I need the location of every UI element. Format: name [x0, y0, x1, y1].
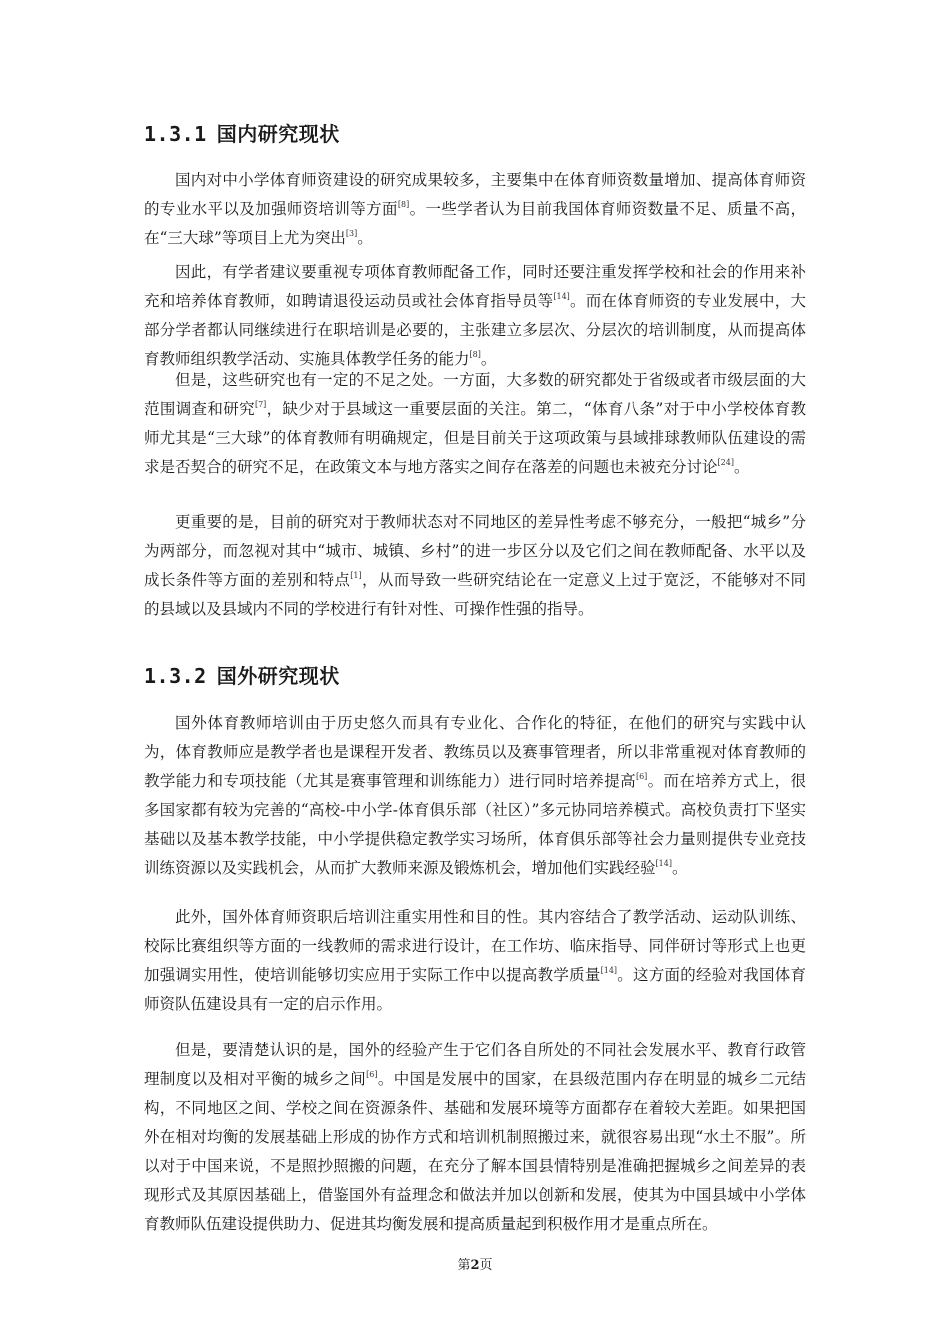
paragraph — [144, 709, 806, 883]
paragraph-text: 。 — [733, 458, 750, 476]
section-title: 国内研究现状 — [216, 122, 340, 146]
paragraph-text: 。而在培养方式上，很多国家都有较为完善的“高校-中小学-体育俱乐部（社区）”多元协同培养模式。高校负责打下坚实基础以及基本教学技能，中小学提供稳定教学实习场所，体育俱乐部等社会力量则提供专业竞技训练资源以及实践机会，从而扩大教师来源及锻炼机会，增加他们实践经验 — [144, 772, 806, 877]
paragraph-text: 因此，有学者建议要重视专项体育教师配备工作，同时还要注重发挥学校和社会的作用来补充和培养体育教师，如聘请退役运动员或社会体育指导员等 — [144, 263, 806, 310]
citation-ref: [8] — [469, 350, 481, 359]
paragraph-text: 。而在体育师资的专业发展中，大部分学者都认同继续进行在职培训是必要的，主张建立多层次、分层次的培训制度，从而提高体育教师组织教学活动、实施具体教学任务的能力 — [144, 292, 806, 368]
citation-ref: [6] — [366, 1070, 378, 1079]
citation-ref: [14] — [553, 292, 570, 301]
paragraph-text: 。 — [480, 350, 497, 368]
paragraph-text: ，缺少对于县域这一重要层面的关注。第二，“体育八条”对于中小学校体育教师尤其是“三大球”的体育教师有明确规定，但是目前关于这项政策与县域排球教师队伍建设的需求是否契合的研究不足，在政策文本与地方落实之间存在落差的问题也未被充分讨论 — [144, 400, 806, 476]
citation-ref: [24] — [717, 458, 734, 467]
citation-ref: [8] — [397, 200, 410, 209]
citation-ref: [7] — [254, 400, 267, 409]
footer-suffix: 页 — [479, 1258, 493, 1273]
section-number: 1.3.2 — [144, 664, 207, 688]
paragraph-text: 但是，要清楚认识的是，国外的经验产生于它们各自所处的不同社会发展水平、教育行政管理制度以及相对平衡的城乡之间 — [144, 1041, 806, 1088]
paragraph — [144, 258, 806, 374]
paragraph-text: 国外体育教师培训由于历史悠久而具有专业化、合作化的特征，在他们的研究与实践中认为，体育教师应是教学者也是课程开发者、教练员以及赛事管理者，所以非常重视对体育教师的教学能力和专项技能（尤其是赛事管理和训练能力）进行同时培养提高 — [144, 714, 806, 790]
footer-prefix: 第 — [457, 1258, 471, 1273]
page-number: 2 — [470, 1258, 480, 1273]
section-title: 国外研究现状 — [216, 664, 340, 688]
paragraph — [144, 508, 806, 624]
citation-ref: [6] — [635, 772, 648, 781]
paragraph-text: 国内对中小学体育师资建设的研究成果较多，主要集中在体育师资数量增加、提高体育师资的专业水平以及加强师资培训等方面 — [144, 171, 806, 218]
page-footer — [0, 1254, 950, 1273]
paragraph-text: 但是，这些研究也有一定的不足之处。一方面，大多数的研究都处于省级或者市级层面的大范围调查和研究 — [144, 371, 806, 418]
citation-ref: [3] — [345, 229, 358, 238]
paragraph-text: 。一些学者认为目前我国体育师资数量不足、质量不高，在“三大球”等项目上尤为突出 — [144, 200, 806, 247]
paragraph-text: ，从而导致一些研究结论在一定意义上过于宽泛，不能够对不同的县域以及县域内不同的学校进行有针对性、可操作性强的指导。 — [144, 571, 806, 618]
section-heading-foreign — [144, 660, 340, 689]
paragraph-text: 。 — [671, 859, 688, 877]
citation-ref: [14] — [600, 966, 618, 975]
paragraph — [144, 1036, 806, 1239]
paragraph-text: 更重要的是，目前的研究对于教师状态对不同地区的差异性考虑不够充分，一般把“城乡”分为两部分，而忽视对其中“城市、城镇、乡村”的进一步区分以及它们之间在教师配备、水平以及成长条件等方面的差别和特点 — [144, 513, 806, 589]
paragraph-text: 此外，国外体育师资职后培训注重实用性和目的性。其内容结合了教学活动、运动队训练、校际比赛组织等方面的一线教师的需求进行设计，在工作坊、临床指导、同伴研讨等形式上也更加强调实用性，使培训能够切实应用于实际工作中以提高教学质量 — [144, 908, 806, 984]
paragraph — [144, 366, 806, 482]
citation-ref: [14] — [655, 859, 672, 868]
paragraph-text: 。 — [357, 229, 373, 247]
paragraph — [144, 166, 806, 253]
section-number: 1.3.1 — [144, 122, 207, 146]
section-heading-domestic — [144, 118, 340, 147]
citation-ref: [1] — [350, 571, 362, 580]
paragraph-text: 。这方面的经验对我国体育师资队伍建设具有一定的启示作用。 — [144, 966, 806, 1013]
paragraph-text: 。中国是发展中的国家，在县级范围内存在明显的城乡二元结构，不同地区之间、学校之间在资源条件、基础和发展环境等方面都存在着较大差距。如果把国外在相对均衡的发展基础上形成的协作方式和培训机制照搬过来，就很容易出现“水土不服”。所以对于中国来说，不是照抄照搬的问题，在充分了解本国县情特别是准确把握城乡之间差异的表现形式及其原因基础上，借鉴国外有益理念和做法并加以创新和发展，使其为中国县域中小学体育教师队伍建设提供助力、促进其均衡发展和提高质量起到积极作用才是重点所在。 — [144, 1070, 806, 1233]
paragraph — [144, 903, 806, 1019]
